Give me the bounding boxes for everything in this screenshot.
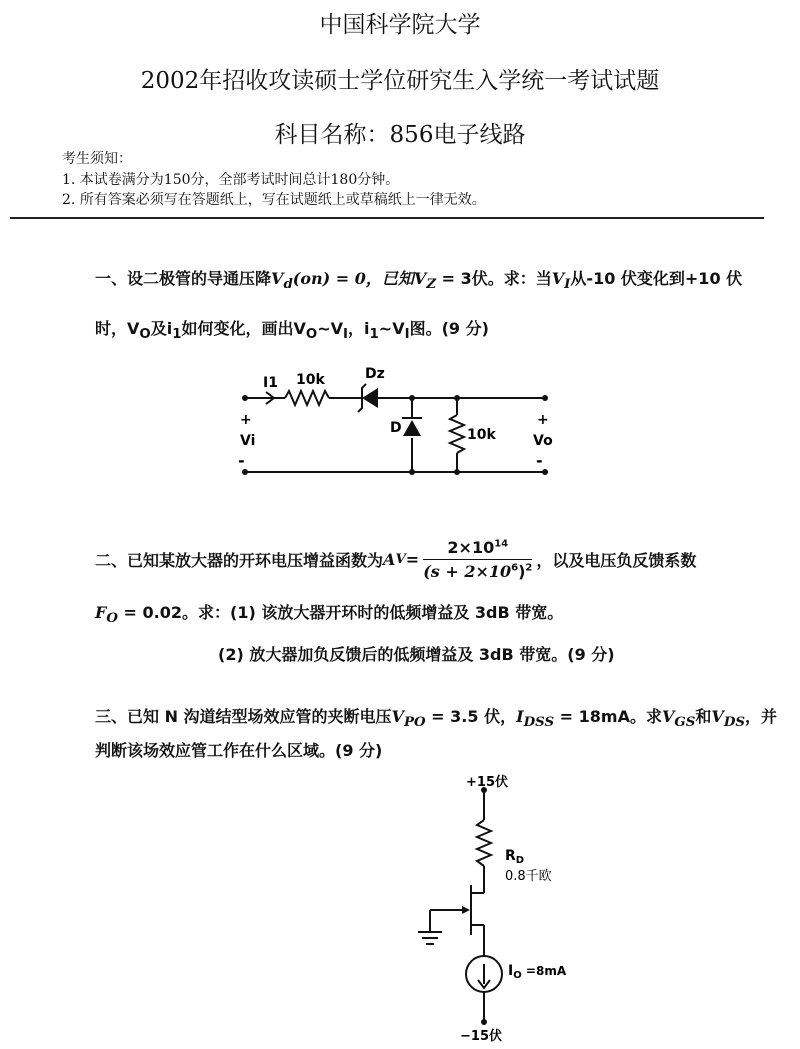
label-vo-plus: + <box>537 412 549 428</box>
label-vplus: +15伏 <box>466 775 508 790</box>
label-vminus: −15伏 <box>460 1029 502 1044</box>
q1-line2: 时，$V_O$及$i_1$如何变化，画出$V_O\sim V_I$，$i_1\sim V_I$图。(9 分) <box>95 319 489 343</box>
notes-heading: 考生须知： <box>62 151 132 167</box>
label-r2: 10k <box>467 427 496 443</box>
exam-title: 2002年招收攻读硕士学位研究生入学统一考试试题 <box>140 68 660 94</box>
note-item-1: 1. 本试卷满分为150分，全部考试时间总计180分钟。 <box>62 172 400 188</box>
q3-line2: 判断该场效应管工作在什么区域。(9 分) <box>95 741 383 760</box>
label-vi-plus: + <box>240 412 252 428</box>
label-vo-minus: - <box>536 451 543 470</box>
label-vi: Vi <box>240 433 256 449</box>
q2-line1: 二、已知某放大器的开环电压增益函数为 A V = $\frac{2\times 10^{14}}{(s + 2\times 10^6)^2}$ ，以及电压负反馈系数 <box>95 537 697 581</box>
label-vo: Vo <box>533 433 553 449</box>
zener-diode-icon <box>358 384 378 412</box>
gate-arrow-icon <box>462 906 470 914</box>
label-vi-minus: - <box>238 451 245 470</box>
label-r1: 10k <box>296 372 325 388</box>
university-name: 中国科学院大学 <box>319 12 481 38</box>
q3-line1: 三、已知 N 沟道结型场效应管的夹断电压$V_{PO} = 3.5$ 伏，$I_{DSS} = 18mA$。求$V_{GS}$和$V_{DS}$，并 <box>95 707 778 731</box>
label-rd: $R_D$ <box>505 848 525 866</box>
q2-line3: (2) 放大器加负反馈后的低频增益及 3dB 带宽。(9 分) <box>218 645 615 664</box>
label-d: D <box>390 420 402 436</box>
q2-line2: $F_O = 0.02$。求：(1) 该放大器开环时的低频增益及 3dB 带宽。 <box>95 603 564 627</box>
q1-line1: 一、设二极管的导通压降$V_d(on) = 0$，已知$V_Z = 3$伏。求：当$V_I$从-10 伏变化到+10 伏 <box>95 269 743 293</box>
label-dz: Dz <box>365 366 385 382</box>
label-rd-value: 0.8千欧 <box>505 869 552 884</box>
diode-icon <box>403 420 421 436</box>
note-item-2: 2. 所有答案必须写在答题纸上，写在试题纸上或草稿纸上一律无效。 <box>62 192 486 208</box>
subject-name: 科目名称：856电子线路 <box>274 122 526 148</box>
label-i1: I1 <box>263 375 278 391</box>
label-io: $I_O =8mA$ <box>508 963 567 981</box>
gain-fraction: $\frac{2\times 10^{14}}{(s + 2\times 10^6)^2}$ <box>423 537 533 581</box>
